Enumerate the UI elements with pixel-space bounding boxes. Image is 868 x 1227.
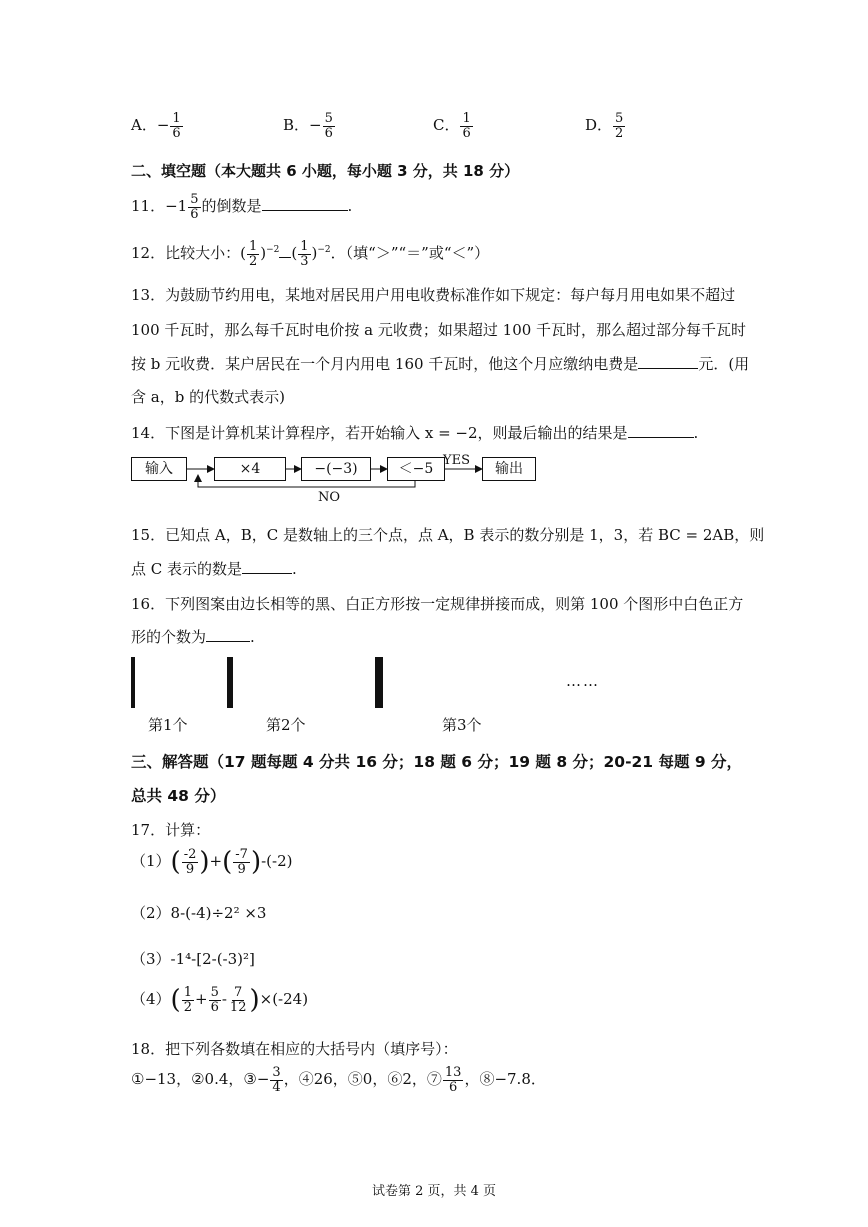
question-text: 的倒数是: [201, 197, 262, 216]
denominator: 6: [324, 125, 333, 141]
question-text: 14．下图是计算机某计算程序，若开始输入 x = −2，则最后输出的结果是: [131, 424, 628, 442]
fraction: [460, 112, 472, 140]
number-list: ，④26，⑤0，⑥2，⑦: [283, 1070, 442, 1089]
option-label: C．: [433, 116, 460, 135]
expression: -1⁴-[2-(-3)²]: [170, 950, 255, 968]
answer-blank[interactable]: [279, 257, 291, 258]
numerator: 5: [615, 111, 624, 126]
q13-line1: 13．为鼓励节约用电，某地对居民用户用电收费标准作如下规定：每户每月用电如果不超过: [131, 286, 736, 304]
pattern-grid: [227, 657, 233, 708]
denominator: 6: [449, 1079, 458, 1095]
part-label: （4）: [131, 990, 171, 1009]
q18-numbers: [131, 1066, 546, 1094]
expression: -(-2): [261, 852, 293, 871]
white-square: [134, 658, 135, 683]
fraction: [247, 240, 259, 268]
fraction: [182, 986, 194, 1014]
q17-part1: （1）( $\frac{-2}{9}$ )+( $\frac{-7}{9}$ )-(-2): [131, 847, 293, 878]
answer-blank[interactable]: [638, 368, 698, 369]
white-square: [232, 658, 233, 683]
flow-output-box: 输出: [482, 457, 536, 481]
pattern-grid: [131, 657, 135, 708]
q13-line4: 含 a，b 的代数式表示): [131, 388, 285, 406]
minus-sign: −: [156, 116, 170, 135]
question-14: [131, 422, 698, 443]
figure-caption-2: 第2个: [266, 716, 306, 734]
flow-subtract-box: −(−3): [301, 457, 371, 481]
fraction: [233, 848, 250, 876]
question-text: 点 C 表示的数是: [131, 560, 243, 578]
q15-line1: 15．已知点 A，B，C 是数轴上的三个点，点 A，B 表示的数分别是 1，3，若 BC = 2AB，则: [131, 526, 765, 544]
numerator: 5: [190, 192, 199, 207]
fraction: [228, 986, 249, 1014]
fraction: [443, 1066, 464, 1094]
numerator: 5: [210, 985, 219, 1000]
white-square: [134, 683, 135, 708]
denominator: 9: [185, 861, 195, 877]
minus-sign: −: [309, 116, 322, 135]
page-footer: 试卷第 2 页，共 4 页: [371, 1184, 497, 1199]
fraction: [209, 986, 221, 1014]
question-text: 形的个数为: [131, 628, 207, 646]
q17-title: 17．计算：: [131, 821, 211, 839]
fraction: [270, 1066, 282, 1094]
fraction: [182, 848, 199, 876]
q17-part2: [131, 902, 266, 923]
denominator: 3: [300, 253, 309, 269]
question-text: ．（填“＞”“＝”或“＜”）: [330, 244, 490, 263]
white-square: [382, 683, 383, 708]
numerator: -2: [183, 847, 197, 862]
flow-multiply-box: ×4: [214, 457, 286, 481]
pattern-grid: [375, 657, 383, 708]
numerator: 1: [300, 239, 309, 254]
section2-title: 二、填空题（本大题共 6 小题，每小题 3 分，共 18 分）: [131, 162, 520, 180]
question-text: 按 b 元收费．某户居民在一个月内用电 160 千瓦时，他这个月应缴纳电费是: [131, 355, 639, 373]
question-12: 12．比较大小：( $\frac{1}{2}$ )$^{-2}$ ( $\frac{1}{3}$ )$^{-2}$．（填“＞”“＝”或“＜”）: [131, 239, 490, 269]
period: .: [347, 197, 353, 216]
section3-title-line1: 三、解答题（17 题每题 4 分共 16 分；18 题 6 分；19 题 8 分；20-21 每题 9 分，: [131, 753, 743, 771]
white-square: [382, 658, 383, 683]
answer-blank[interactable]: [262, 210, 348, 211]
question-number: 11．: [131, 197, 166, 216]
numerator: 1: [462, 111, 471, 126]
q13-line2: 100 千瓦时，那么每千瓦时电价按 a 元收费；如果超过 100 千瓦时，那么超过部分每千瓦时: [131, 321, 747, 339]
loop-arrow: [198, 475, 415, 487]
denominator: 2: [248, 253, 258, 269]
numerator: 1: [183, 985, 192, 1000]
denominator: 4: [272, 1079, 281, 1095]
numerator: 1: [172, 111, 181, 126]
question-text: 元．(用: [698, 355, 750, 373]
fraction: [298, 240, 310, 268]
numerator: 5: [324, 111, 333, 126]
fraction: [613, 112, 625, 140]
answer-blank[interactable]: [628, 437, 694, 438]
denominator: 12: [229, 999, 247, 1015]
numerator: 13: [444, 1065, 462, 1080]
expression: ×(-24): [259, 990, 309, 1009]
mixed-whole: −1: [165, 197, 188, 216]
option-label: B．: [283, 116, 310, 135]
q13-line3: [131, 353, 749, 374]
option-c: [433, 112, 474, 140]
q16-line1: 16．下列图案由边长相等的黑、白正方形按一定规律拼接而成，则第 100 个图形中白色正方: [131, 595, 744, 613]
flow-input-box: 输入: [131, 457, 187, 481]
exponent: −2: [317, 245, 331, 256]
denominator: 2: [615, 125, 624, 141]
expression: 8-(-4)÷2² ×3: [170, 904, 267, 922]
section3-title-line2: 总共 48 分）: [131, 787, 226, 805]
number-list: ，⑧−7.8．: [464, 1070, 546, 1089]
option-label: A．: [131, 116, 157, 135]
numerator: 1: [248, 239, 258, 254]
denominator: 6: [210, 999, 219, 1015]
period: .: [250, 628, 255, 646]
denominator: 6: [462, 125, 471, 141]
answer-blank[interactable]: [242, 573, 292, 574]
part-label: （1）: [131, 852, 171, 871]
denominator: 6: [190, 206, 199, 222]
option-label: D．: [585, 116, 613, 135]
part-label: （3）: [131, 950, 171, 968]
period: .: [292, 560, 297, 578]
flow-no-label: NO: [318, 490, 341, 505]
option-a: [131, 112, 184, 140]
figure-caption-1: 第1个: [148, 716, 188, 734]
numerator: -7: [235, 847, 248, 862]
numerator: 3: [272, 1065, 281, 1080]
q17-part4: （4）( $\frac{1}{2}$ + $\frac{5}{6}$ - $\frac{7}{12}$ )×(-24): [131, 985, 309, 1016]
white-square: [232, 683, 233, 708]
period: .: [693, 424, 699, 442]
part-label: （2）: [131, 904, 171, 922]
question-text: 12．比较大小：: [131, 244, 241, 263]
number-list: ①−13，②0.4，③−: [131, 1070, 270, 1089]
flow-yes-label: YES: [443, 453, 470, 468]
operator: +: [209, 852, 223, 871]
fraction: [323, 112, 335, 140]
q16-line2: [131, 626, 255, 647]
figure-caption-3: 第3个: [442, 716, 482, 734]
numerator: 7: [234, 985, 243, 1000]
denominator: 9: [237, 861, 246, 877]
question-11: [131, 193, 352, 221]
option-b: [283, 112, 336, 140]
fraction: [170, 112, 182, 140]
q18-title: 18．把下列各数填在相应的大括号内（填序号）：: [131, 1040, 458, 1058]
q17-part3: [131, 948, 255, 969]
option-d: [585, 112, 626, 140]
flow-condition-box: ＜−5: [387, 457, 445, 481]
exponent: −2: [266, 245, 280, 256]
denominator: 6: [172, 125, 181, 141]
ellipsis: ……: [566, 672, 600, 690]
fraction: [188, 193, 200, 221]
q15-line2: [131, 558, 297, 579]
denominator: 2: [183, 999, 192, 1015]
answer-blank[interactable]: [206, 641, 250, 642]
